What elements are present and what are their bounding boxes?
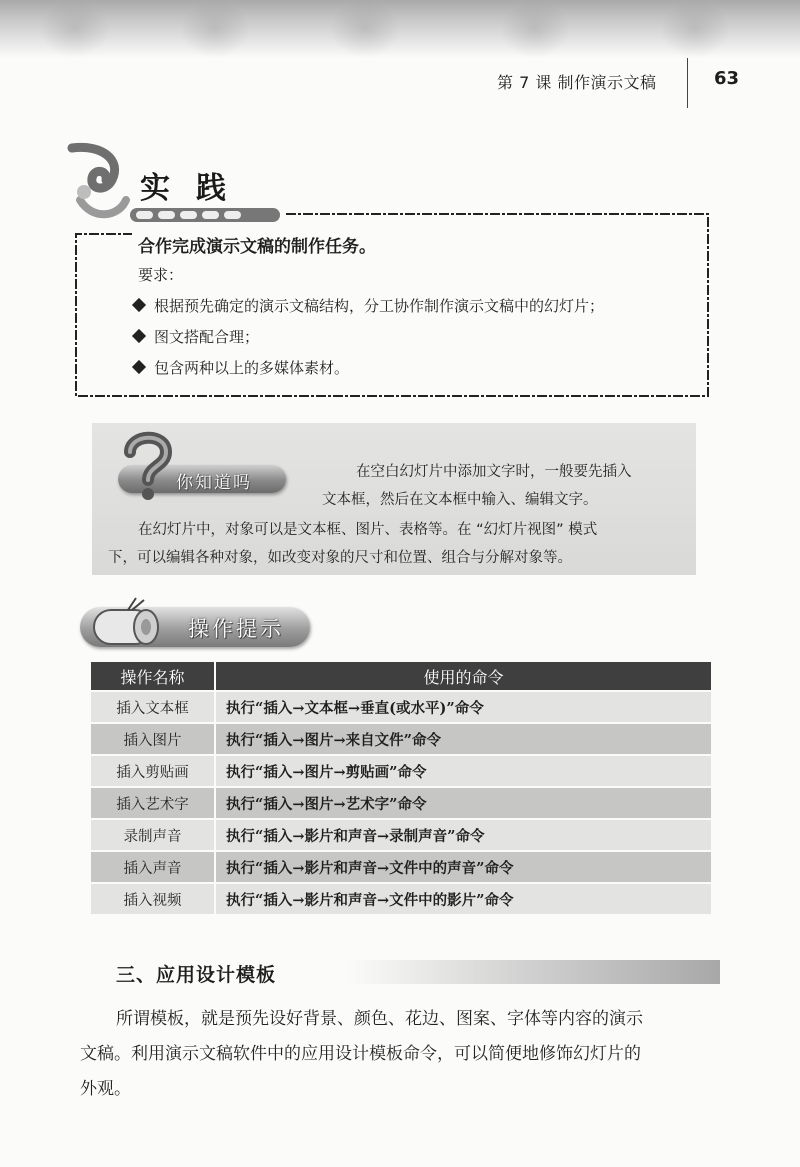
body-paragraph-line: 文稿。利用演示文稿软件中的应用设计模板命令，可以简便地修饰幻灯片的	[80, 1044, 641, 1064]
did-you-know-text: 文本框，然后在文本框中输入、编辑文字。	[322, 492, 598, 508]
column-header-command: 使用的命令	[215, 662, 711, 691]
requirement-item: 根据预先确定的演示文稿结构，分工协作制作演示文稿中的幻灯片；	[134, 295, 604, 316]
body-paragraph-line: 所谓模板，就是预先设好背景、颜色、花边、图案、字体等内容的演示	[116, 1009, 643, 1029]
page-top-band	[0, 0, 800, 58]
table-row	[91, 819, 711, 851]
diamond-bullet-icon	[132, 298, 146, 312]
operation-name: 插入图片	[91, 723, 215, 755]
table-row	[91, 787, 711, 819]
operations-table	[91, 662, 711, 914]
operation-command: 执行“插入→图片→艺术字”命令	[215, 787, 711, 819]
running-header: 第 7 课 制作演示文稿	[497, 73, 657, 92]
practice-task: 合作完成演示文稿的制作任务。	[138, 237, 376, 257]
scroll-icon	[88, 594, 172, 654]
practice-title: 实践	[140, 171, 252, 206]
column-header-name: 操作名称	[91, 662, 215, 691]
diamond-bullet-icon	[132, 329, 146, 343]
requirement-item: 包含两种以上的多媒体素材。	[134, 357, 349, 378]
page-number: 63	[714, 68, 740, 89]
operation-command: 执行“插入→影片和声音→文件中的影片”命令	[215, 883, 711, 914]
question-mark-icon	[120, 430, 176, 502]
operation-command: 执行“插入→图片→剪贴画”命令	[215, 755, 711, 787]
table-row	[91, 691, 711, 723]
header-divider	[687, 58, 688, 108]
table-row	[91, 723, 711, 755]
requirement-item: 图文搭配合理；	[134, 326, 259, 347]
requirements-label: 要求：	[138, 266, 184, 284]
operation-name: 插入剪贴画	[91, 755, 215, 787]
did-you-know-text: 下，可以编辑各种对象，如改变对象的尺寸和位置、组合与分解对象等。	[108, 550, 572, 566]
operation-command: 执行“插入→影片和声音→文件中的声音”命令	[215, 851, 711, 883]
operation-command: 执行“插入→影片和声音→录制声音”命令	[215, 819, 711, 851]
did-you-know-text: 在幻灯片中，对象可以是文本框、图片、表格等。在 “幻灯片视图” 模式	[138, 522, 598, 538]
did-you-know-text: 在空白幻灯片中添加文字时，一般要先插入	[356, 464, 632, 480]
operation-command: 执行“插入→图片→来自文件”命令	[215, 723, 711, 755]
table-row	[91, 851, 711, 883]
operation-name: 插入视频	[91, 883, 215, 914]
table-row	[91, 755, 711, 787]
operation-name: 插入文本框	[91, 691, 215, 723]
operation-tips-label: 操作提示	[188, 617, 284, 641]
operation-name: 插入声音	[91, 851, 215, 883]
table-header-row	[91, 662, 711, 691]
table-row	[91, 883, 711, 914]
did-you-know-label: 你知道吗	[176, 473, 252, 493]
operation-name: 录制声音	[91, 819, 215, 851]
section-title: 三、应用设计模板	[116, 964, 277, 986]
body-paragraph-line: 外观。	[80, 1079, 131, 1099]
operation-command: 执行“插入→文本框→垂直(或水平)”命令	[215, 691, 711, 723]
operation-name: 插入艺术字	[91, 787, 215, 819]
diamond-bullet-icon	[132, 360, 146, 374]
